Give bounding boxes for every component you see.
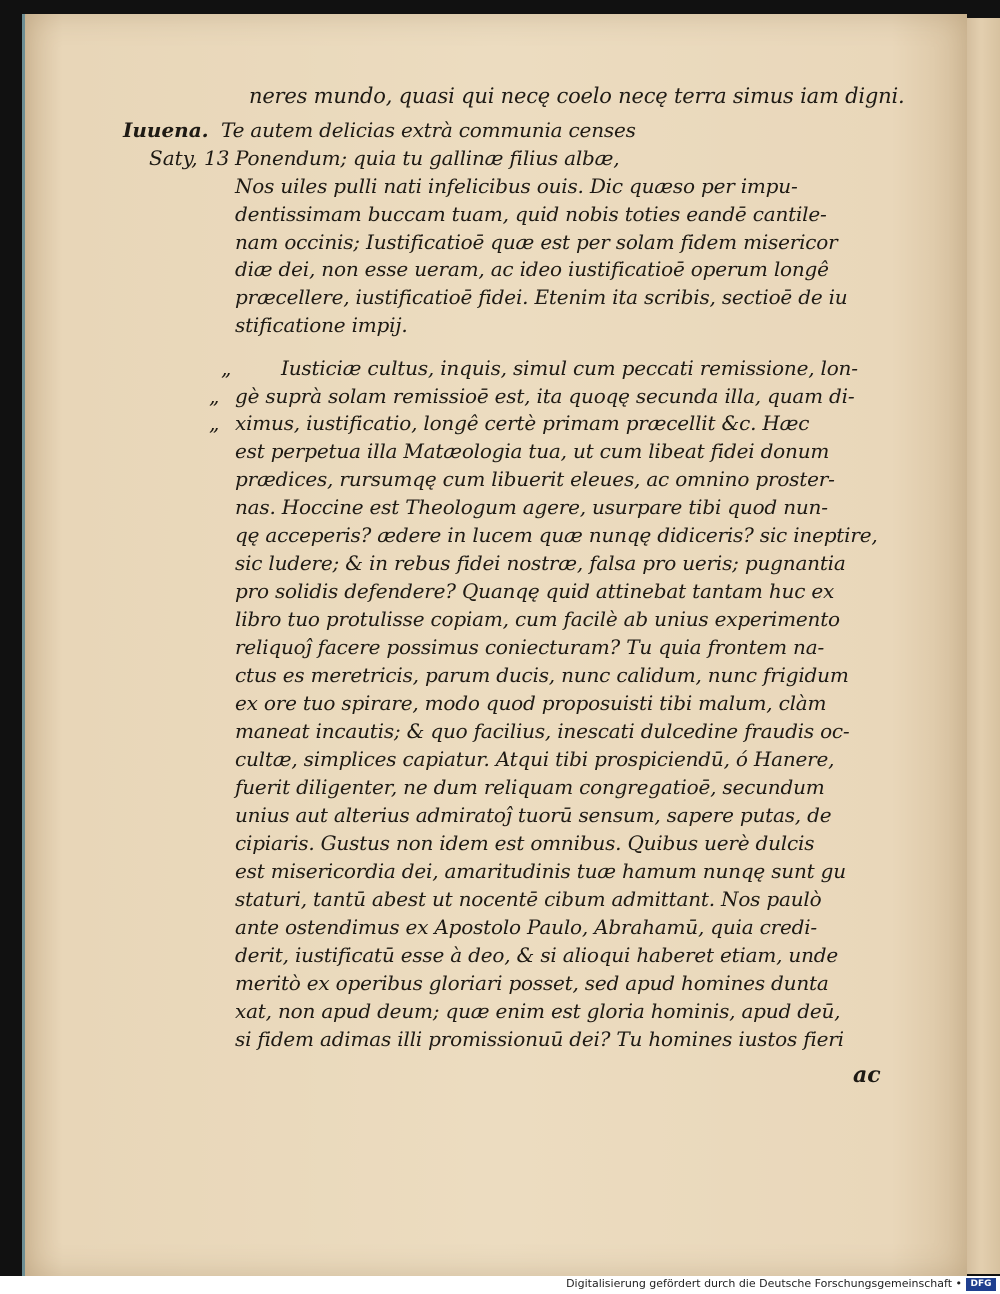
text-line: stificatione impij. (235, 313, 408, 337)
margin-quote-mark: „ (209, 384, 220, 408)
book-page (22, 14, 967, 1276)
text-line: Nos uiles pulli nati infelicibus ouis. Dic quæso per impu- (235, 174, 798, 198)
text-line: diæ dei, non esse ueram, ac ideo iustificatioē operum longê (235, 257, 829, 281)
page-text (25, 14, 967, 1276)
text-line: meritò ex operibus gloriari posset, sed apud homines dunta (235, 971, 829, 995)
text-line: fuerit diligenter, ne dum reliquam congregatioē, secundum (235, 775, 825, 799)
text-line: est perpetua illa Matæologia tua, ut cum libeat fidei donum (235, 439, 830, 463)
text-line: ximus, iustificatio, longê certè primam præcellit &c. Hæc (235, 411, 810, 435)
text-line: ex ore tuo spirare, modo quod proposuisti tibi malum, clàm (235, 691, 827, 715)
digitization-credit: Digitalisierung gefördert durch die Deutsche Forschungsgemeinschaft • (566, 1277, 962, 1290)
text-line: gè suprà solam remissioē est, ita quoqę secunda illa, quam di- (235, 384, 855, 408)
text-line: reliquoĵ facere possimus coniecturam? Tu quia frontem na- (235, 635, 825, 659)
text-line: neres mundo, quasi qui necę coelo necę terra simus iam digni. (249, 84, 905, 108)
text-line: Te autem delicias extrà communia censes (221, 118, 636, 142)
text-line: cipiaris. Gustus non idem est omnibus. Quibus uerè dulcis (235, 831, 815, 855)
text-line: prædices, rursumqę cum libuerit eleues, ac omnino proster- (235, 467, 835, 491)
dfg-logo: DFG (966, 1278, 996, 1291)
text-line: cultæ, simplices capiatur. Atqui tibi prospiciendū, ó Hanere, (235, 747, 835, 771)
text-line: sic ludere; & in rebus fidei nostræ, falsa pro ueris; pugnantia (235, 551, 846, 575)
text-line: præcellere, iustificatioē fidei. Etenim ita scribis, sectioē de iu (235, 285, 848, 309)
text-line: pro solidis defendere? Quanqę quid attinebat tantam huc ex (235, 579, 835, 603)
text-line: nam occinis; Iustificatioē quæ est per solam fidem misericor (235, 230, 838, 254)
text-line: staturi, tantū abest ut nocentē cibum admittant. Nos paulò (235, 887, 822, 911)
text-line: Ponendum; quia tu gallinæ filius albæ, (235, 146, 620, 170)
margin-quote-mark: „ (209, 411, 220, 435)
text-line: dentissimam buccam tuam, quid nobis toties eandē cantile- (235, 202, 827, 226)
margin-note-satyra: Saty, 13 (149, 146, 230, 170)
catchword: ac (853, 1062, 881, 1088)
footer-bar (0, 1276, 1000, 1294)
text-line: ctus es meretricis, parum ducis, nunc calidum, nunc frigidum (235, 663, 849, 687)
margin-quote-mark: „ (221, 356, 232, 380)
text-line: si fidem adimas illi promissionuū dei? Tu homines iustos fieri (235, 1027, 844, 1051)
text-line: Iusticiæ cultus, inquis, simul cum peccati remissione, lon- (281, 356, 858, 380)
text-line: ante ostendimus ex Apostolo Paulo, Abrahamū, quia credi- (235, 915, 817, 939)
text-line: derit, iustificatū esse à deo, & si alioqui haberet etiam, unde (235, 943, 839, 967)
text-line: qę acceperis? ædere in lucem quæ nunqę didiceris? sic ineptire, (235, 523, 878, 547)
margin-note-iuuena: Iuuena. (123, 118, 209, 142)
text-line: est misericordia dei, amaritudinis tuæ hamum nunqę sunt gu (235, 859, 846, 883)
text-line: maneat incautis; & quo facilius, inescati dulcedine fraudis oc- (235, 719, 850, 743)
text-line: nas. Hoccine est Theologum agere, usurpare tibi quod nun- (235, 495, 828, 519)
text-line: xat, non apud deum; quæ enim est gloria hominis, apud deū, (235, 999, 841, 1023)
text-line: unius aut alterius admiratoĵ tuorū sensum, sapere putas, de (235, 803, 832, 827)
text-line: libro tuo protulisse copiam, cum facilè ab unius experimento (235, 607, 840, 631)
